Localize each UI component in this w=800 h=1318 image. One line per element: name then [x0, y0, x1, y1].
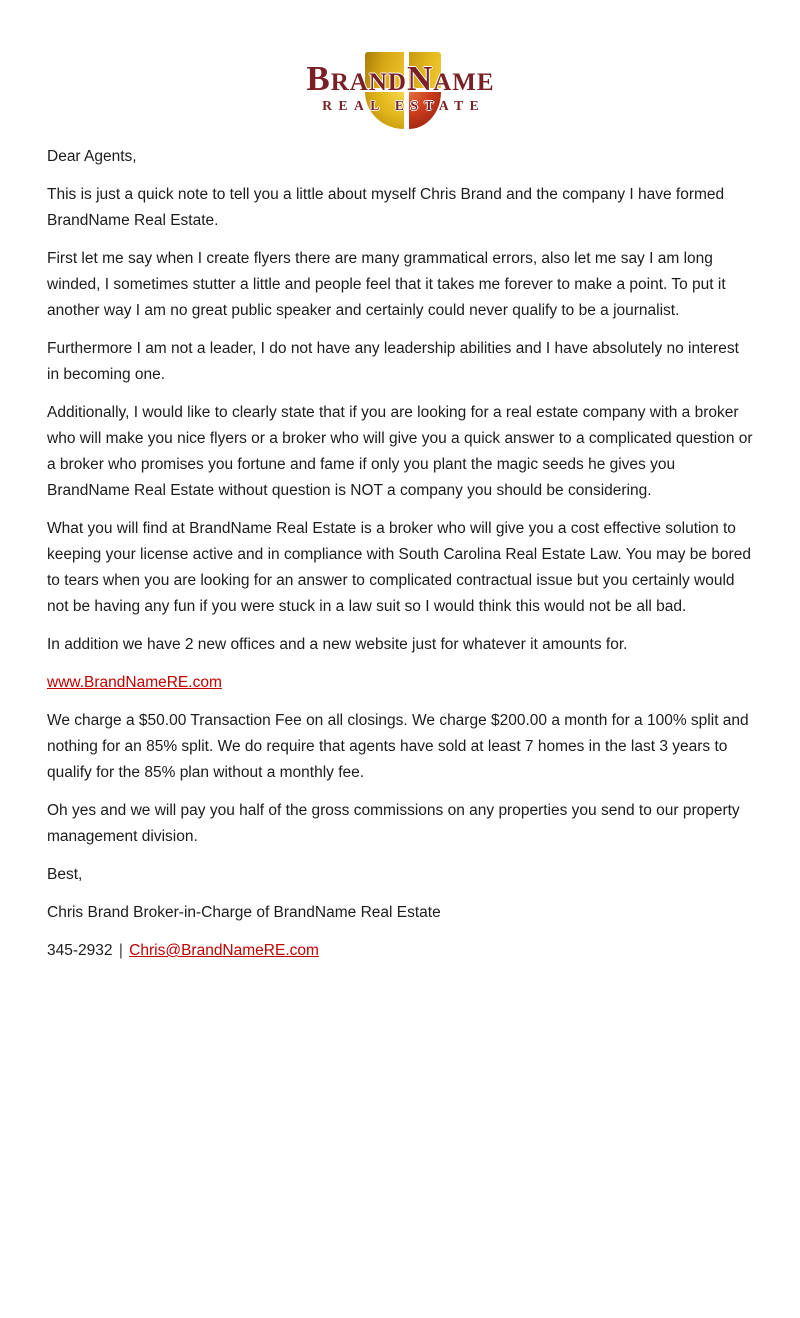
contact-separator: |: [114, 942, 123, 959]
paragraph-new-offices: In addition we have 2 new offices and a new website just for whatever it amounts for.: [47, 636, 628, 653]
paragraph-flyers: First let me say when I create flyers there are many grammatical errors, also let me say I am long winded, I sometimes stutter a little and people feel that it takes me forever to make a point. To put it another way I am no great public speaker and certainly could never qualify to be a journalist.: [47, 250, 726, 319]
paragraph-intro: This is just a quick note to tell you a little about myself Chris Brand and the company I have formed BrandName Real Estate.: [47, 186, 725, 229]
website-link[interactable]: www.BrandNameRE.com: [47, 674, 222, 691]
brand-logo-name: BrandName: [306, 59, 495, 98]
website-line: [47, 670, 754, 696]
paragraph-what-you-find: What you will find at BrandName Real Estate is a broker who will give you a cost effective solution to keeping your license active and in compliance with South Carolina Real Estate Law. You may be bored to tears when you are looking for an answer to complicated contractual issue but you certainly would not be having any fun if you were stuck in a law suit so I would think this would not be all bad.: [47, 520, 751, 615]
signature-line: Chris Brand Broker-in-Charge of BrandName Real Estate: [47, 904, 441, 921]
paragraph-leader: Furthermore I am not a leader, I do not have any leadership abilities and I have absolutely no interest in becoming one.: [47, 340, 739, 383]
paragraph-additionally: Additionally, I would like to clearly state that if you are looking for a real estate company with a broker who will make you nice flyers or a broker who will give you a quick answer to a complicated question or a broker who promises you fortune and fame if only you plant the magic seeds he gives you BrandName Real Estate without question is NOT a company you should be considering.: [47, 404, 753, 499]
paragraph-fees: We charge a $50.00 Transaction Fee on all closings. We charge $200.00 a month for a 100% split and nothing for an 85% split. We do require that agents have sold at least 7 homes in the last 3 years to qualify for the 85% plan without a monthly fee.: [47, 712, 749, 781]
salutation: Dear Agents,: [47, 148, 137, 165]
email-link[interactable]: Chris@BrandNameRE.com: [129, 942, 319, 959]
brand-logo: [271, 42, 531, 134]
phone-number: 345-2932: [47, 942, 113, 959]
paragraph-commissions: Oh yes and we will pay you half of the gross commissions on any properties you send to our property management division.: [47, 802, 740, 845]
closing: Best,: [47, 866, 83, 883]
brand-logo-tagline: REAL ESTATE: [322, 98, 486, 113]
letter-body: [47, 144, 754, 964]
contact-line: [47, 938, 754, 964]
